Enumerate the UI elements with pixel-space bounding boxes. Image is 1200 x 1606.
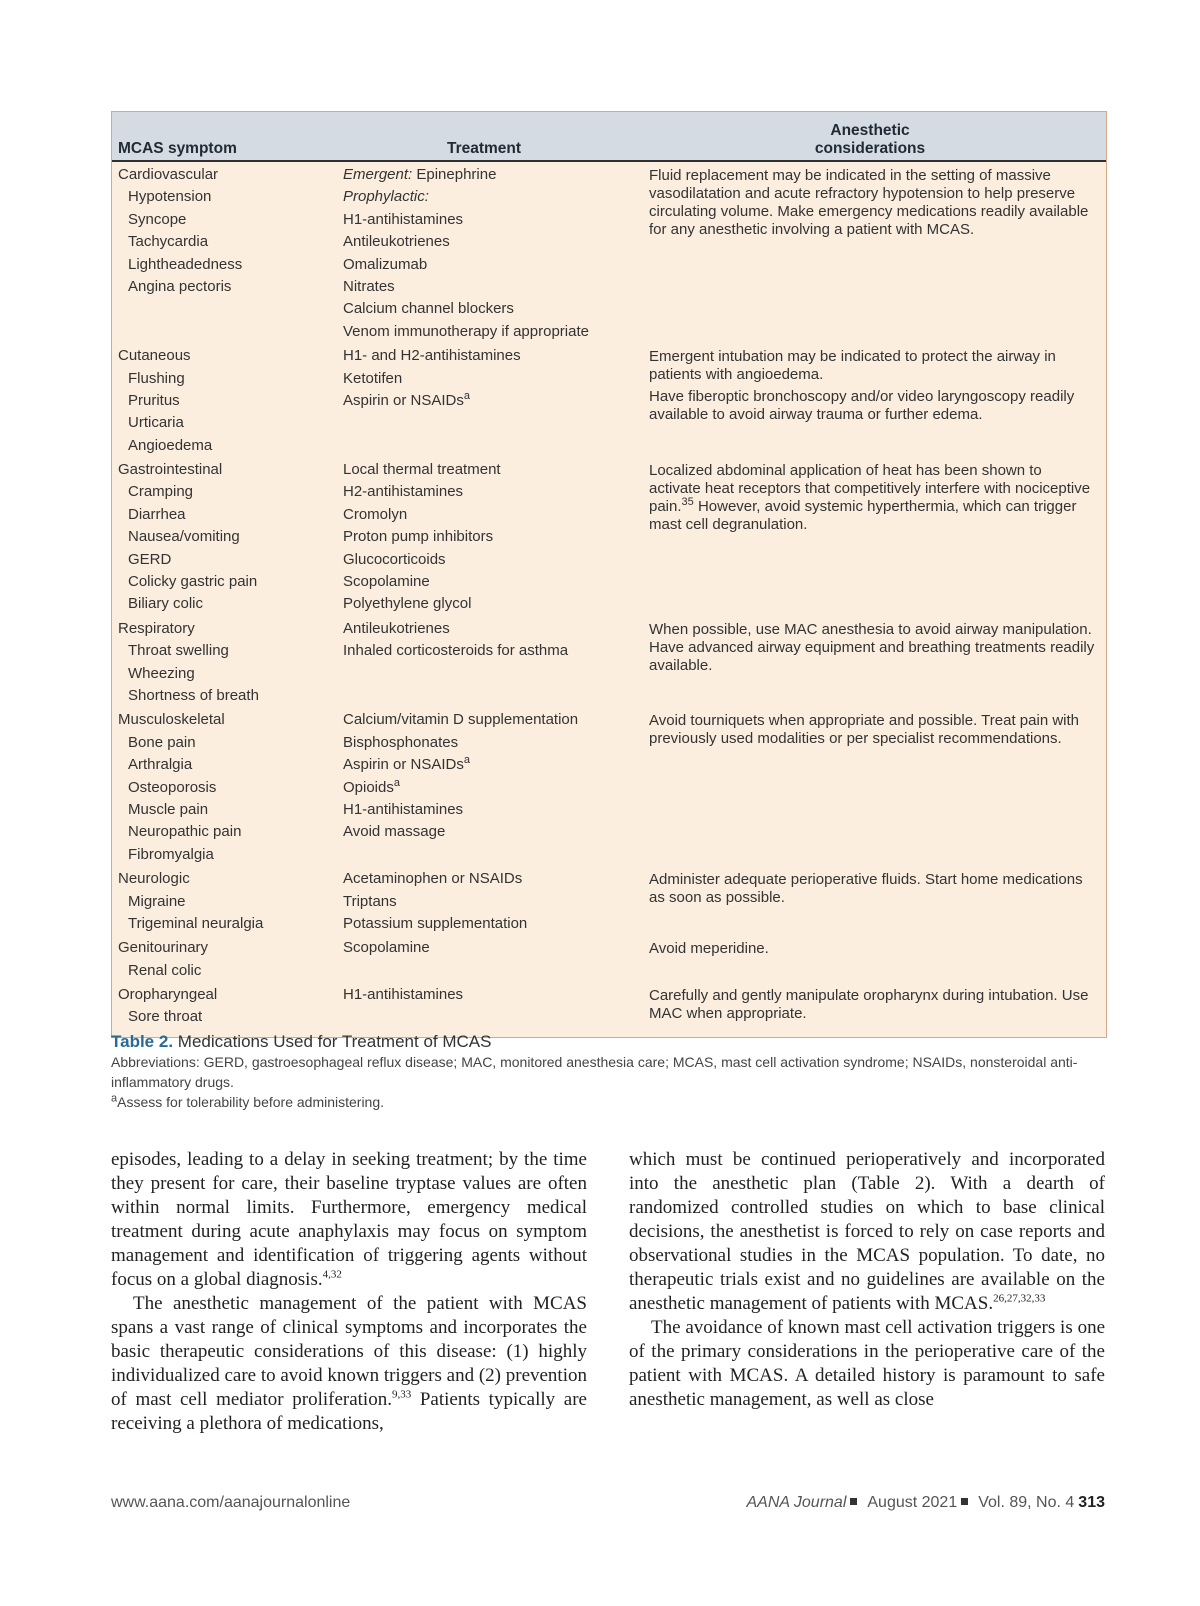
consideration-cell: [649, 345, 1106, 457]
symptom-item: Bone pain: [128, 733, 196, 751]
footnote-mark: a: [393, 776, 400, 789]
symptom-category: Gastrointestinal: [118, 461, 223, 479]
treatment-item: [343, 799, 649, 821]
symptom-item: Muscle pain: [128, 800, 209, 818]
body-paragraph: which must be continued perioperatively and incorporated into the anesthetic plan (Table 2). With a dearth of randomized controlled studies on which to base clinical decisions, the anesthetist is forced to rely on case reports and observational studies in the MCAS population. To date, no therapeutic trials exist and no guidelines are available on the anesthetic management of patients with MCAS.$^{26,27,32,33}$: [629, 1149, 1105, 1314]
caption-text: Medications Used for Treatment of MCAS: [177, 1032, 492, 1051]
treatment-text: H1-antihistamines: [343, 210, 464, 228]
symptom-item: Angioedema: [128, 436, 213, 454]
treatment-item: [343, 321, 649, 343]
symptom-item: Arthralgia: [128, 756, 193, 774]
treatment-text: Local thermal treatment: [343, 461, 501, 479]
table-header: [112, 112, 1106, 162]
table-row: [112, 343, 1106, 457]
table-row: [112, 866, 1106, 935]
citation: 4,32: [322, 1268, 342, 1281]
symptom-item: Syncope: [128, 210, 187, 228]
table-body: [112, 162, 1106, 1037]
consideration-cell: [649, 164, 1106, 343]
treatment-item: [343, 891, 649, 913]
header-treatment: Treatment: [446, 140, 522, 157]
footer-url: www.aana.com/aanajournalonline: [111, 1494, 351, 1511]
table-caption: [111, 1032, 1105, 1112]
body-paragraph: episodes, leading to a delay in seeking treatment; by the time they present for care, their baseline tryptase values are often within normal limits. Furthermore, emergency medical treatment during acute anaphylaxis may focus on symptom management and identification of triggering agents without focus on a global diagnosis.$^{4,32}$: [111, 1149, 587, 1290]
symptom-cell: [112, 164, 341, 343]
symptom-item: Neuropathic pain: [128, 823, 242, 841]
symptom-category: Musculoskeletal: [118, 711, 225, 729]
symptom-item: Nausea/vomiting: [128, 528, 240, 546]
treatment-text: Ketotifen: [343, 369, 403, 387]
treatment-item: [343, 984, 649, 1006]
treatment-text: Venom immunotherapy if appropriate: [343, 322, 589, 340]
treatment-item: [343, 571, 649, 593]
symptom-item: Biliary colic: [128, 595, 204, 613]
symptom-item: Colicky gastric pain: [128, 573, 258, 591]
symptom-item: Sore throat: [128, 1008, 203, 1026]
treatment-cell: [341, 345, 649, 457]
treatment-text: Scopolamine: [343, 573, 430, 591]
page-number: 313: [1078, 1494, 1105, 1511]
treatment-item: [343, 640, 649, 662]
treatment-text: Polyethylene glycol: [343, 595, 472, 613]
consideration-cell: [649, 709, 1106, 866]
treatment-text: Antileukotrienes: [343, 619, 450, 637]
treatment-text: Inhaled corticosteroids for asthma: [343, 642, 569, 660]
body-paragraph: The anesthetic management of the patient with MCAS spans a vast range of clinical symptoms and incorporates the basic therapeutic considerations of this disease: (1) highly individualized care to avoid known triggers and (2) prevention of mast cell mediator proliferation.$^{9,33}$ Patients typically are receiving a plethora of medications,: [111, 1293, 587, 1434]
caption-abbreviations: Abbreviations: GERD, gastroesophageal reflux disease; MAC, monitored anesthesia care; MCAS, mast cell activation syndrome; NSAIDs, nonsteroidal anti-inflammatory drugs.: [111, 1054, 1078, 1090]
symptom-item: Flushing: [128, 369, 185, 387]
treatment-item: [343, 231, 649, 253]
body-paragraph: The avoidance of known mast cell activation triggers is one of the primary considerations in the perioperative care of the patient with MCAS. A detailed history is paramount to safe anesthetic management, as well as close: [629, 1317, 1105, 1410]
treatment-item: [343, 254, 649, 276]
treatment-item: [343, 390, 649, 412]
treatment-prefix: Emergent:: [343, 166, 413, 183]
citation: 35: [681, 496, 694, 509]
treatment-cell: [341, 937, 649, 982]
consideration-cell: [649, 984, 1106, 1029]
symptom-item: Wheezing: [128, 664, 195, 682]
symptom-category: Neurologic: [118, 870, 190, 888]
symptom-item: Fibromyalgia: [128, 845, 214, 863]
table-row: [112, 982, 1106, 1037]
treatment-text: H1-antihistamines: [343, 800, 464, 818]
separator-icon: [850, 1498, 857, 1505]
treatment-item: [343, 593, 649, 615]
treatment-text: H1-antihistamines: [343, 986, 464, 1004]
treatment-text: Glucocorticoids: [343, 550, 446, 568]
footnote-mark: a: [463, 389, 470, 402]
header-anesthetic: Anesthetic considerations: [814, 122, 926, 157]
footer-volume: Vol. 89, No. 4: [978, 1494, 1075, 1511]
treatment-item: [343, 298, 649, 320]
symptom-category: Respiratory: [118, 619, 195, 637]
treatment-text: Nitrates: [343, 277, 395, 295]
treatment-item: [343, 209, 649, 231]
consideration-cell: [649, 618, 1106, 708]
symptom-item: Renal colic: [128, 961, 202, 979]
symptom-item: Throat swelling: [128, 642, 229, 660]
treatment-text: Cromolyn: [343, 505, 408, 523]
treatment-item: [343, 868, 649, 890]
treatment-text: Calcium/vitamin D supplementation: [343, 711, 579, 729]
table-row: [112, 707, 1106, 866]
symptom-item: Trigeminal neuralgia: [128, 914, 264, 932]
caption-title: [111, 1032, 1105, 1052]
treatment-item: [343, 549, 649, 571]
treatment-text: Proton pump inhibitors: [343, 528, 494, 546]
consideration-text: Emergent intubation may be indicated to protect the airway in patients with angioedema.: [649, 348, 1056, 384]
symptom-item: Angina pectoris: [128, 277, 232, 295]
treatment-text: Bisphosphonates: [343, 733, 459, 751]
table-row: [112, 457, 1106, 616]
treatment-text: Scopolamine: [343, 939, 430, 957]
symptom-cell: [112, 984, 341, 1029]
treatment-item: [343, 732, 649, 754]
treatment-text: Avoid massage: [343, 823, 446, 841]
citation: 26,27,32,33: [993, 1292, 1046, 1305]
treatment-cell: [341, 868, 649, 935]
treatment-item: [343, 164, 649, 186]
symptom-item: Pruritus: [128, 391, 180, 409]
treatment-item: [343, 368, 649, 390]
consideration-text: When possible, use MAC anesthesia to avoid airway manipulation. Have advanced airway equipment and breathing treatments readily available.: [649, 620, 1095, 674]
symptom-item: Osteoporosis: [128, 778, 217, 796]
symptom-cell: [112, 459, 341, 616]
treatment-text: H2-antihistamines: [343, 483, 464, 501]
consideration-text: Avoid tourniquets when appropriate and possible. Treat pain with previously used modalities or per specialist recommendations.: [649, 712, 1079, 748]
treatment-item: [343, 709, 649, 731]
header-symptom: MCAS symptom: [118, 140, 237, 157]
treatment-item: [343, 186, 649, 208]
treatment-cell: [341, 164, 649, 343]
treatment-text: Antileukotrienes: [343, 233, 450, 251]
symptom-item: Cramping: [128, 483, 194, 501]
treatment-item: [343, 481, 649, 503]
consideration-text: Avoid meperidine.: [649, 940, 769, 958]
symptom-item: Hypotension: [128, 188, 212, 206]
symptom-category: Oropharyngeal: [118, 986, 218, 1004]
treatment-cell: [341, 618, 649, 708]
treatment-text: Triptans: [343, 892, 397, 910]
treatment-cell: [341, 709, 649, 866]
table-row: [112, 935, 1106, 982]
symptom-item: Urticaria: [128, 414, 184, 432]
body-column-left: [111, 1148, 587, 1436]
treatment-text: Acetaminophen or NSAIDs: [343, 870, 523, 888]
table-row: [112, 162, 1106, 343]
symptom-item: GERD: [128, 550, 172, 568]
treatment-text: Aspirin or NSAIDs: [343, 756, 464, 774]
symptom-item: Tachycardia: [128, 233, 209, 251]
symptom-cell: [112, 868, 341, 935]
treatment-text: Aspirin or NSAIDs: [343, 391, 464, 409]
symptom-cell: [112, 618, 341, 708]
treatment-text: Opioids: [343, 778, 394, 796]
citation: 9,33: [391, 1388, 412, 1401]
symptom-cell: [112, 709, 341, 866]
caption-footnote: $^a$Assess for tolerability before administering.: [111, 1092, 385, 1110]
separator-icon: [961, 1498, 968, 1505]
treatment-item: [343, 276, 649, 298]
treatment-cell: [341, 984, 649, 1029]
caption-label: Table 2.: [111, 1032, 174, 1051]
treatment-item: [343, 345, 649, 367]
consideration-cell: [649, 937, 1106, 982]
treatment-item: [343, 754, 649, 776]
treatment-text: Epinephrine: [412, 166, 497, 183]
consideration-text: Have fiberoptic bronchoscopy and/or video laryngoscopy readily available to avoid airway trauma or further edema.: [649, 388, 1075, 424]
page-footer: [111, 1494, 1105, 1512]
symptom-category: Cutaneous: [118, 347, 191, 365]
body-text: [111, 1148, 1105, 1436]
treatment-item: [343, 913, 649, 935]
treatment-item: [343, 504, 649, 526]
table-row: [112, 616, 1106, 708]
symptom-item: Migraine: [128, 892, 186, 910]
treatment-text: Calcium channel blockers: [343, 300, 514, 318]
body-column-right: [629, 1148, 1105, 1436]
consideration-cell: [649, 868, 1106, 935]
treatment-text: H1- and H2-antihistamines: [343, 347, 521, 365]
treatment-item: [343, 777, 649, 799]
treatment-item: [343, 459, 649, 481]
treatment-item: [343, 937, 649, 959]
consideration-text: Administer adequate perioperative fluids. Start home medications as soon as possible.: [649, 871, 1083, 907]
symptom-item: Lightheadedness: [128, 255, 243, 273]
consideration-cell: [649, 459, 1106, 616]
symptom-cell: [112, 345, 341, 457]
consideration-text: Localized abdominal application of heat has been shown to activate heat receptors that competitively interfere with nociceptive pain.$^{35}$ However, avoid systemic hyperthermia, which can trigger mast cell degranulation.: [649, 462, 1091, 534]
symptom-category: Cardiovascular: [118, 166, 219, 183]
treatment-prefix: Prophylactic:: [343, 188, 429, 206]
treatment-item: [343, 526, 649, 548]
symptom-category: Genitourinary: [118, 939, 209, 957]
treatment-item: [343, 618, 649, 640]
symptom-item: Diarrhea: [128, 505, 186, 523]
consideration-text: Fluid replacement may be indicated in the setting of massive vasodilatation and acute refractory hypotension to help preserve circulating volume. Make emergency medications readily available for any anesthetic involving a patient with MCAS.: [649, 167, 1089, 238]
footer-date: August 2021: [867, 1494, 958, 1511]
treatment-cell: [341, 459, 649, 616]
medications-table: [111, 111, 1107, 1038]
consideration-text: Carefully and gently manipulate oropharynx during intubation. Use MAC when appropriate.: [649, 987, 1089, 1023]
treatment-text: Potassium supplementation: [343, 914, 528, 932]
treatment-text: Omalizumab: [343, 255, 428, 273]
footer-journal: AANA Journal: [746, 1494, 847, 1511]
symptom-cell: [112, 937, 341, 982]
symptom-item: Shortness of breath: [128, 686, 259, 704]
footnote-mark: a: [463, 754, 470, 767]
footer-citation: [746, 1494, 1105, 1512]
treatment-item: [343, 821, 649, 843]
